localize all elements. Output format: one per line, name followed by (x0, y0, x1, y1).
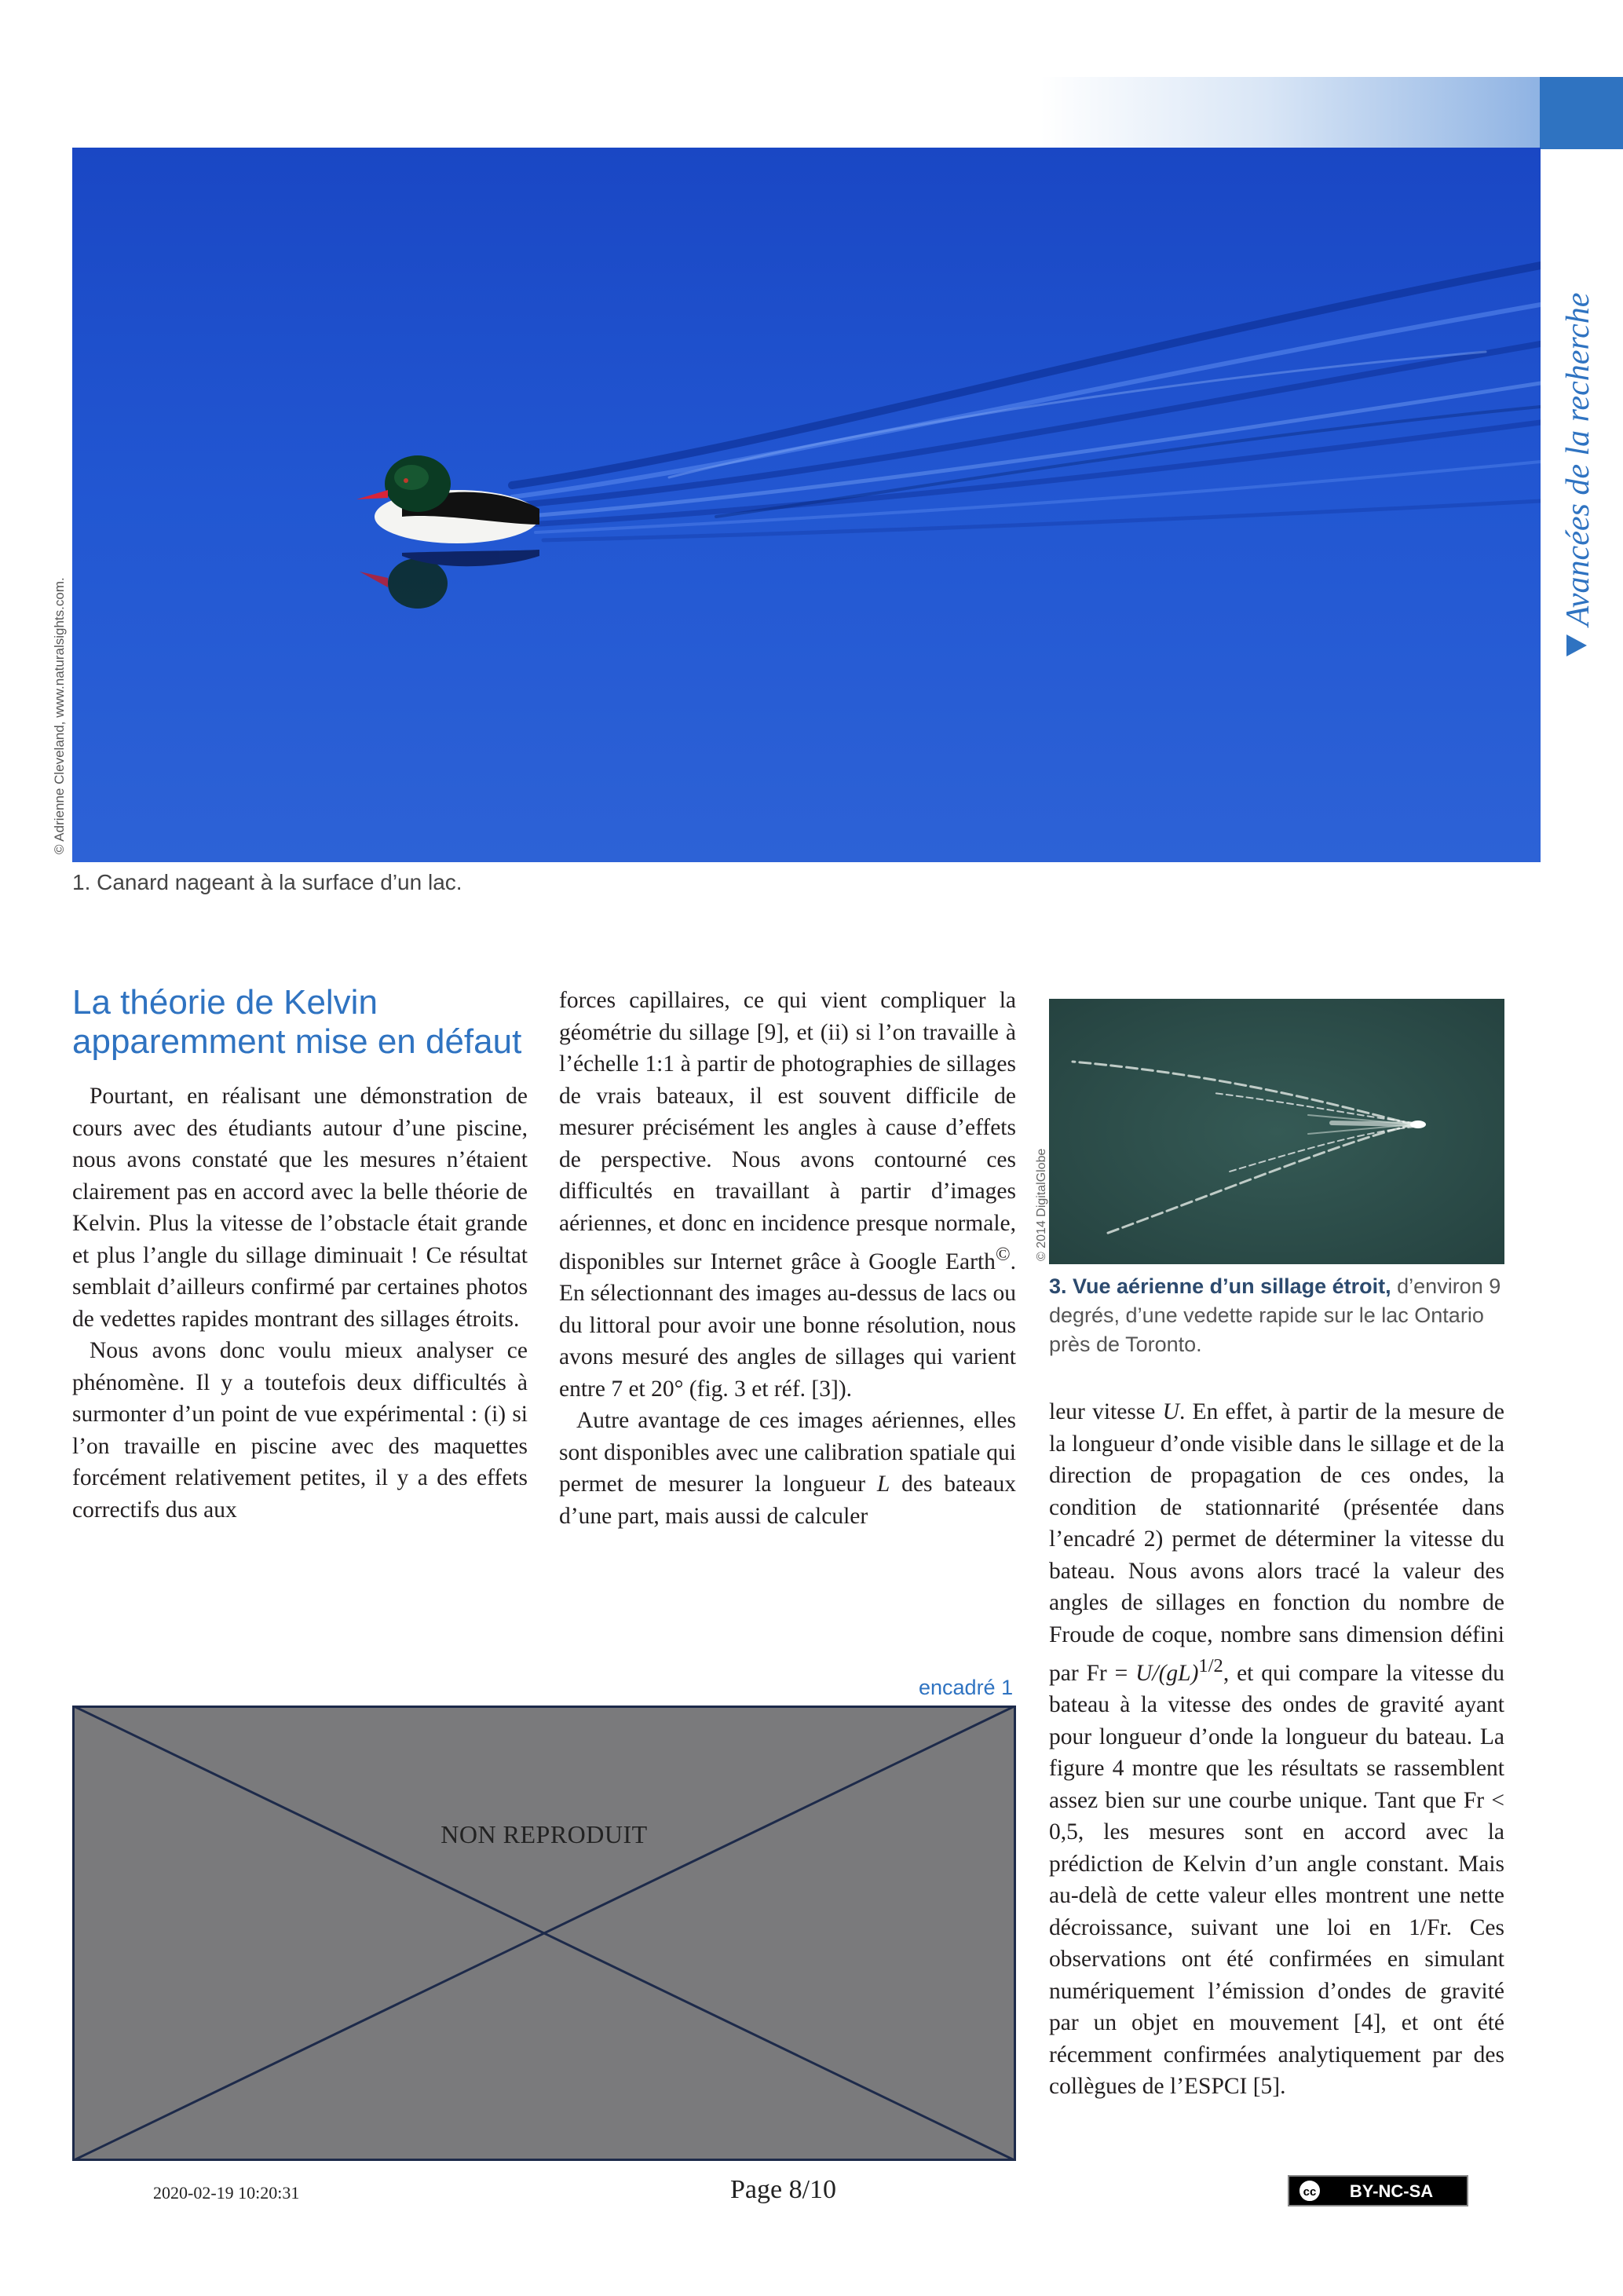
section-heading-line1: La théorie de Kelvin (72, 983, 378, 1022)
box-placeholder (72, 1706, 1016, 2161)
box-placeholder-text: NON REPRODUIT (440, 1820, 648, 1848)
paragraph: Nous avons donc voulu mieux analyser ce phénomène. Il y a toutefois deux difficultés à surmonter d’un point de vue expérimental : (i) si l’on travaille en piscine avec des maquettes forcément relativement petites, il y a des effets correctifs dus aux (72, 1338, 528, 1523)
paragraph: forces capillaires, ce qui vient compliquer la géométrie du sillage [9], et (ii) si l’on travaille à l’échelle 1:1 à partir de photographies de sillages de vrais bateaux, il est souvent difficile de mesurer précisément les angles à cause d’effets de perspective. Nous avons contourné ces difficultés en travaillant à partir d’images aériennes, et donc en incidence presque normale, disponibles sur Internet grâce à Google Earth©. En sélectionnant des images au-dessus de lacs ou du littoral pour avoir une bonne résolution, nous avons mesuré des angles de sillages qui varient entre 7 et 20° (fig. 3 et réf. [3]). (559, 988, 1016, 1402)
aerial-wake-photo (1049, 999, 1504, 1264)
paragraph: Autre avantage de ces images aériennes, elles sont disponibles avec une calibration spatiale qui permet de mesurer la longueur L des bateaux d’une part, mais aussi de calculer (559, 1408, 1016, 1529)
boat (1410, 1121, 1426, 1128)
side-tab-label: Avancées de la recherche (1560, 292, 1596, 627)
photo-credit-aerial: © 2014 DigitalGlobe (1035, 1148, 1048, 1261)
figure3-caption: 3. Vue aérienne d’un sillage étroit, d’environ 9 degrés, d’une vedette rapide sur le lac Ontario près de Toronto. (1049, 1274, 1501, 1356)
section-heading (72, 983, 543, 1062)
figure1-caption: 1. Canard nageant à la surface d’un lac. (72, 870, 462, 894)
box-label: encadré 1 (919, 1676, 1014, 1699)
paragraph: Pourtant, en réalisant une démonstration de cours avec des étudiants autour d’une piscine, nous avons constaté que les mesures n’étaient clairement pas en accord avec la belle théorie de Kelvin. Plus la vitesse de l’obstacle était grande et plus l’angle du sillage diminuait ! Ce résultat semblait d’ailleurs confirmé par certaines photos de vedettes rapides montrant des sillages étroits. (72, 1084, 528, 1332)
text-column-3 (1049, 1396, 1504, 2103)
paragraph: leur vitesse U. En effet, à partir de la mesure de la longueur d’onde visible dans le sillage et de la direction de propagation de ces ondes, la condition de stationnarité (présentée dans l’encadré 2) permet de déterminer la vitesse du bateau. Nous avons alors tracé la valeur des angles de sillages en fonction du nombre de Froude de coque, nombre sans dimension défini par Fr = U/(gL)$^{1/2}$, et qui compare la vitesse du bateau à la vitesse des ondes de gravité ayant pour longueur d’onde la longueur du bateau. La figure 4 montre que les résultats se rassemblent assez bien sur une courbe unique. Tant que Fr < 0,5, les mesures sont en accord avec la prédiction de Kelvin d’un angle constant. Mais au-delà de cette valeur elles montrent une nette décroissance, suivant une loi en 1/Fr. Ces observations ont été confirmées en simulant numériquement l’émission d’ondes de gravité par un objet en mouvement [4], et ont été récemment confirmées analytiquement par des collègues de l’ESPCI [5]. (1049, 1399, 1504, 2100)
license-text: BY-NC-SA (1349, 2181, 1434, 2201)
header-accent-block (1540, 77, 1623, 149)
triangle-marker-icon (1566, 634, 1587, 656)
duck-photo (72, 148, 1541, 862)
cc-license-badge (1288, 2175, 1468, 2206)
text-column-1 (72, 1080, 528, 1526)
svg-text:cc: cc (1303, 2185, 1317, 2199)
header-gradient-band (1040, 77, 1540, 149)
page-number: Page 8/10 (730, 2175, 837, 2204)
side-tab (1560, 263, 1596, 656)
photo-credit-duck: © Adrienne Cleveland, www.naturalsights.com. (52, 577, 67, 854)
footer-timestamp: 2020-02-19 10:20:31 (153, 2183, 300, 2203)
text-column-2 (559, 985, 1016, 1532)
section-heading-line2: apparemment mise en défaut (72, 1022, 522, 1061)
